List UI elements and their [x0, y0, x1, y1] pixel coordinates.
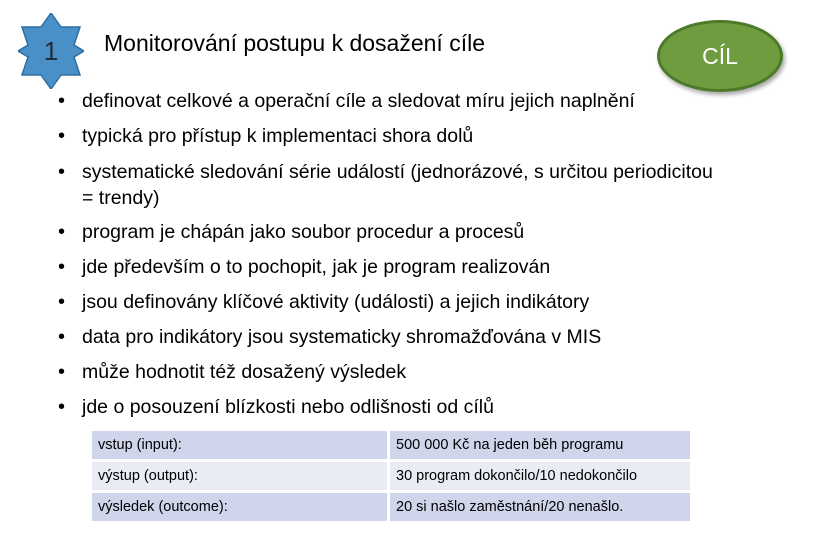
list-item — [56, 390, 716, 425]
bullet-dot: • — [58, 291, 66, 313]
bullet-dot: • — [58, 256, 66, 278]
step-number: 1 — [43, 35, 59, 66]
list-item-text: může hodnotit též dosažený výsledek — [82, 361, 407, 383]
bullet-dot: • — [58, 221, 66, 243]
table-cell-value: 500 000 Kč na jeden běh programu — [390, 431, 690, 459]
goal-ellipse — [657, 20, 783, 92]
list-item — [56, 250, 716, 285]
table-cell-label: vstup (input): — [92, 431, 387, 459]
table-cell-value: 30 program dokončilo/10 nedokončilo — [390, 462, 690, 490]
list-item — [56, 320, 716, 355]
list-item-text: typická pro přístup k implementaci shora dolů — [82, 125, 474, 147]
bullet-dot: • — [58, 161, 66, 183]
table-cell-value: 20 si našlo zaměstnání/20 nenašlo. — [390, 493, 690, 521]
list-item — [56, 84, 716, 119]
bullet-dot: • — [58, 326, 66, 348]
step-number-badge — [18, 13, 84, 89]
bullet-dot: • — [58, 361, 66, 383]
list-item-text: program je chápán jako soubor procedur a procesů — [82, 221, 525, 243]
list-item — [56, 285, 716, 320]
table-cell-label: výstup (output): — [92, 462, 387, 490]
table-cell-label: výsledek (outcome): — [92, 493, 387, 521]
list-item-text: data pro indikátory jsou systematicky shromažďována v MIS — [82, 326, 602, 348]
bullet-dot: • — [58, 90, 66, 112]
list-item-text: jde o posouzení blízkosti nebo odlišnosti od cílů — [82, 396, 494, 418]
list-item-text: systematické sledování série událostí (jednorázové, s určitou periodicitou = trendy) — [82, 161, 713, 209]
bullet-list — [56, 84, 716, 425]
table-row — [92, 431, 690, 459]
goal-label: CÍL — [702, 42, 738, 69]
list-item — [56, 119, 716, 154]
table-row — [92, 462, 690, 490]
list-item — [56, 215, 716, 250]
list-item — [56, 154, 716, 215]
bullet-dot: • — [58, 125, 66, 147]
bullet-dot: • — [58, 396, 66, 418]
list-item — [56, 355, 716, 390]
list-item-text: jsou definovány klíčové aktivity (události) a jejich indikátory — [82, 291, 590, 313]
table-row — [92, 493, 690, 521]
list-item-text: definovat celkové a operační cíle a sledovat míru jejich naplnění — [82, 90, 635, 112]
page-title: Monitorování postupu k dosažení cíle — [104, 30, 486, 56]
list-item-text: jde především o to pochopit, jak je program realizován — [82, 256, 551, 278]
metrics-table — [89, 428, 693, 524]
